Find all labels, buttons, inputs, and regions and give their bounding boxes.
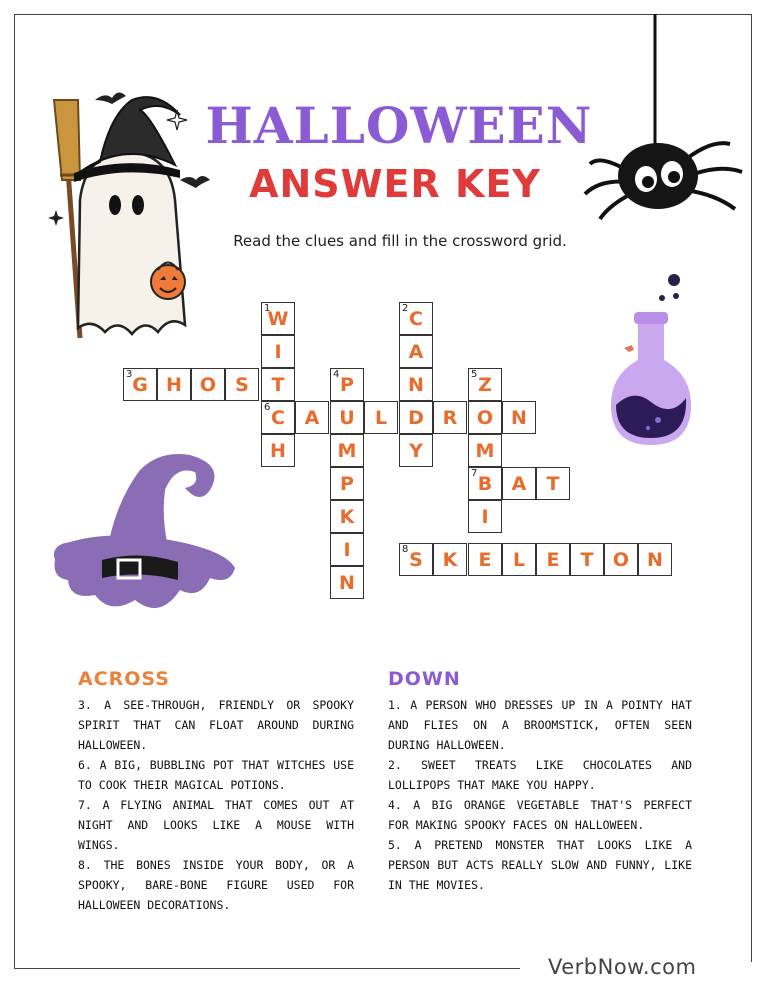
witch-hat-illustration [50,450,240,630]
page-title: HALLOWEEN [205,96,593,155]
cell-witch-4[interactable] [261,401,295,434]
cell-pumpkin-4[interactable] [330,467,364,500]
cell-ghost-4[interactable] [225,368,259,401]
cell-cauldron-4[interactable] [364,401,398,434]
instructions-text: Read the clues and fill in the crossword grid. [233,232,567,250]
down-clue-2: 2. SWEET TREATS LIKE CHOCOLATES AND LOLLIPOPS THAT MAKE YOU HAPPY. [388,758,692,792]
cell-letter: C [409,307,423,330]
cell-skeleton-6[interactable] [570,543,604,576]
clue-number-1: 1 [264,303,271,314]
cell-letter: S [235,373,249,396]
cell-letter: C [271,406,285,429]
cell-letter: O [612,548,630,571]
across-clue-7: 7. A FLYING ANIMAL THAT COMES OUT AT NIGHT AND LOOKS LIKE A MOUSE WITH WINGS. [78,798,354,852]
clue-number-2: 2 [402,303,409,314]
cell-letter: I [481,505,489,528]
cell-bat-3[interactable] [536,467,570,500]
cell-letter: A [304,406,320,429]
cell-skeleton-1[interactable] [399,543,433,576]
cell-zombie-5[interactable] [468,500,502,533]
potion-illustration [596,270,706,450]
across-clue-3: 3. A SEE-THROUGH, FRIENDLY OR SPOOKY SPIRIT THAT CAN FLOAT AROUND DURING HALLOWEEN. [78,698,354,752]
across-heading: ACROSS [78,668,170,690]
cell-zombie-1[interactable] [468,368,502,401]
spider-illustration [580,14,750,234]
cell-letter: E [546,548,560,571]
down-clue-list [388,695,692,895]
cell-letter: W [267,307,289,330]
down-clue-5: 5. A PRETEND MONSTER THAT LOOKS LIKE A PERSON BUT ACTS REALLY SLOW AND FUNNY, LIKE IN THE MOVIES. [388,838,692,892]
cell-letter: A [408,340,424,363]
cell-letter: T [546,472,560,495]
cell-letter: O [476,406,494,429]
cell-letter: T [580,548,594,571]
cell-letter: O [199,373,217,396]
cell-letter: H [166,373,182,396]
cell-ghost-1[interactable] [123,368,157,401]
cell-letter: T [271,373,285,396]
cell-cauldron-2[interactable] [295,401,329,434]
cell-letter: G [132,373,148,396]
cell-candy-5[interactable] [399,434,433,467]
page-subtitle: ANSWER KEY [249,162,541,206]
cell-letter: S [409,548,423,571]
cell-skeleton-4[interactable] [502,543,536,576]
clue-number-7: 7 [471,468,478,479]
cell-letter: M [475,439,495,462]
cell-cauldron-8[interactable] [502,401,536,434]
across-clue-list [78,695,354,915]
cell-letter: P [340,373,354,396]
cell-zombie-6[interactable] [468,543,502,576]
down-clue-1: 1. A PERSON WHO DRESSES UP IN A POINTY HAT AND FLIES ON A BROOMSTICK, OFTEN SEEN DURING HALLOWEEN. [388,698,692,752]
cell-letter: H [270,439,286,462]
clue-number-3: 3 [126,369,133,380]
cell-zombie-3[interactable] [468,434,502,467]
cell-letter: K [442,548,458,571]
across-clue-8: 8. THE BONES INSIDE YOUR BODY, OR A SPOOKY, BARE-BONE FIGURE USED FOR HALLOWEEN DECORATIONS. [78,858,354,912]
cell-pumpkin-6[interactable] [330,533,364,566]
cell-letter: Y [409,439,423,462]
down-clue-4: 4. A BIG ORANGE VEGETABLE THAT'S PERFECT FOR MAKING SPOOKY FACES ON HALLOWEEN. [388,798,692,832]
cell-pumpkin-5[interactable] [330,500,364,533]
cell-witch-2[interactable] [261,335,295,368]
cell-cauldron-7[interactable] [468,401,502,434]
ghost-illustration [40,70,210,350]
cell-letter: L [374,406,388,429]
cell-witch-5[interactable] [261,434,295,467]
cell-letter: N [511,406,527,429]
cell-witch-1[interactable] [261,302,295,335]
across-clue-6: 6. A BIG, BUBBLING POT THAT WITCHES USE TO COOK THEIR MAGICAL POTIONS. [78,758,354,792]
cell-letter: M [337,439,357,462]
cell-letter: R [442,406,458,429]
cell-letter: I [274,340,282,363]
cell-letter: Z [478,373,492,396]
cell-skeleton-2[interactable] [433,543,467,576]
cell-letter: N [339,571,355,594]
cell-pumpkin-3[interactable] [330,434,364,467]
cell-letter: U [339,406,355,429]
cell-ghost-3[interactable] [191,368,225,401]
cell-bat-2[interactable] [502,467,536,500]
cell-letter: I [343,538,351,561]
cell-candy-2[interactable] [399,335,433,368]
cell-zombie-4[interactable] [468,467,502,500]
clue-number-6: 6 [264,402,271,413]
cell-ghost-2[interactable] [157,368,191,401]
clue-number-5: 5 [471,369,478,380]
cell-skeleton-5[interactable] [536,543,570,576]
cell-letter: D [408,406,424,429]
footer-brand[interactable]: VerbNow.com [548,955,697,979]
cell-letter: B [477,472,493,495]
cell-letter: N [647,548,663,571]
cell-pumpkin-7[interactable] [330,566,364,599]
clue-number-4: 4 [333,369,340,380]
cell-letter: A [511,472,527,495]
cell-skeleton-7[interactable] [604,543,638,576]
cell-letter: E [478,548,492,571]
cell-witch-3[interactable] [261,368,295,401]
cell-cauldron-6[interactable] [433,401,467,434]
cell-letter: P [340,472,354,495]
clue-number-8: 8 [402,544,409,555]
cell-pumpkin-1[interactable] [330,368,364,401]
cell-pumpkin-2[interactable] [330,401,364,434]
cell-letter: L [512,548,526,571]
cell-letter: K [339,505,355,528]
cell-candy-4[interactable] [399,401,433,434]
cell-candy-3[interactable] [399,368,433,401]
cell-skeleton-8[interactable] [638,543,672,576]
cell-letter: N [408,373,424,396]
cell-candy-1[interactable] [399,302,433,335]
down-heading: DOWN [388,668,461,690]
